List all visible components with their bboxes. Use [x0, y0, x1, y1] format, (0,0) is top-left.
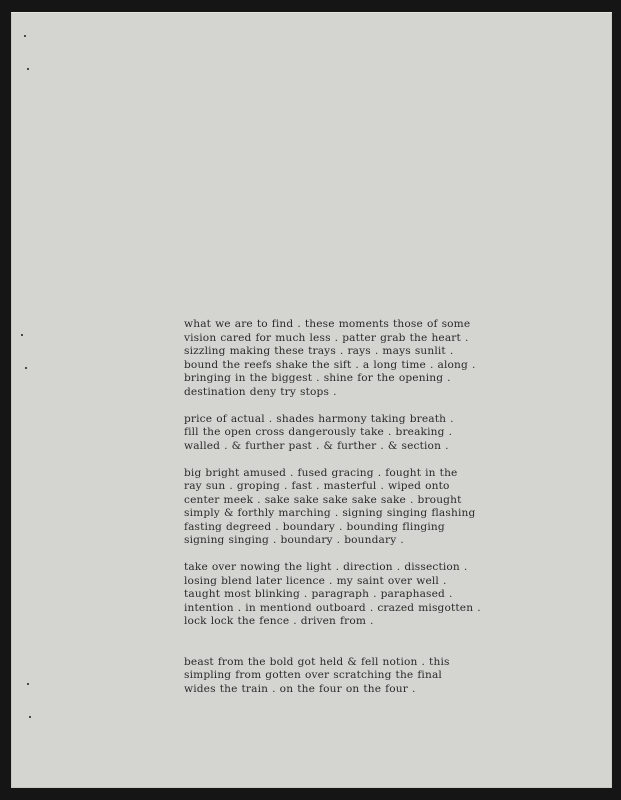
poem-line: bringing in the biggest . shine for the opening .	[184, 372, 451, 384]
stanza-4	[184, 561, 524, 629]
poem-line: what we are to find . these moments those of some	[184, 318, 471, 330]
stanza-5	[184, 656, 524, 697]
poem-line: walled . & further past . & further . & section .	[184, 439, 449, 452]
poem-line: bound the reefs shake the sift . a long time . along .	[184, 358, 476, 371]
poem-line: destination deny try stops .	[184, 385, 337, 398]
poem-line: take over nowing the light . direction . dissection .	[184, 561, 468, 573]
poem-line: center meek . sake sake sake sake sake . brought	[184, 493, 462, 506]
margin-mark	[27, 68, 29, 70]
poem-line: big bright amused . fused gracing . fought in the	[184, 466, 458, 479]
stanza-1	[184, 318, 524, 399]
margin-mark	[21, 334, 23, 336]
poem-line: simpling from gotten over scratching the final	[184, 669, 442, 681]
poem-line: taught most blinking . paragraph . paraphased .	[184, 588, 453, 600]
poem-line: fill the open cross dangerously take . breaking .	[184, 426, 453, 438]
poem-line: sizzling making these trays . rays . mays sunlit .	[184, 345, 454, 357]
poem-line: ray sun . groping . fast . masterful . wiped onto	[184, 480, 450, 492]
poem-line: fasting degreed . boundary . bounding flinging	[184, 520, 445, 533]
poem-line: vision cared for much less . patter grab the heart .	[184, 331, 469, 344]
margin-mark	[24, 35, 26, 37]
poem-line: signing singing . boundary . boundary .	[184, 534, 404, 546]
margin-mark	[25, 367, 27, 369]
poem-line: simply & forthly marching . signing singing flashing	[184, 507, 476, 519]
paper-top-edge	[11, 12, 612, 13]
poem-body	[184, 318, 524, 710]
margin-mark	[29, 716, 31, 718]
poem-line: lock lock the fence . driven from .	[184, 615, 374, 627]
margin-mark	[27, 683, 29, 685]
stanza-3	[184, 467, 524, 548]
stanza-2	[184, 413, 524, 454]
poem-line: price of actual . shades harmony taking breath .	[184, 412, 454, 425]
poem-line: losing blend later licence . my saint over well .	[184, 574, 447, 587]
poem-line: wides the train . on the four on the four .	[184, 682, 416, 695]
poem-line: intention . in mentiond outboard . crazed misgotten .	[184, 601, 481, 614]
poem-line: beast from the bold got held & fell notion . this	[184, 655, 450, 668]
